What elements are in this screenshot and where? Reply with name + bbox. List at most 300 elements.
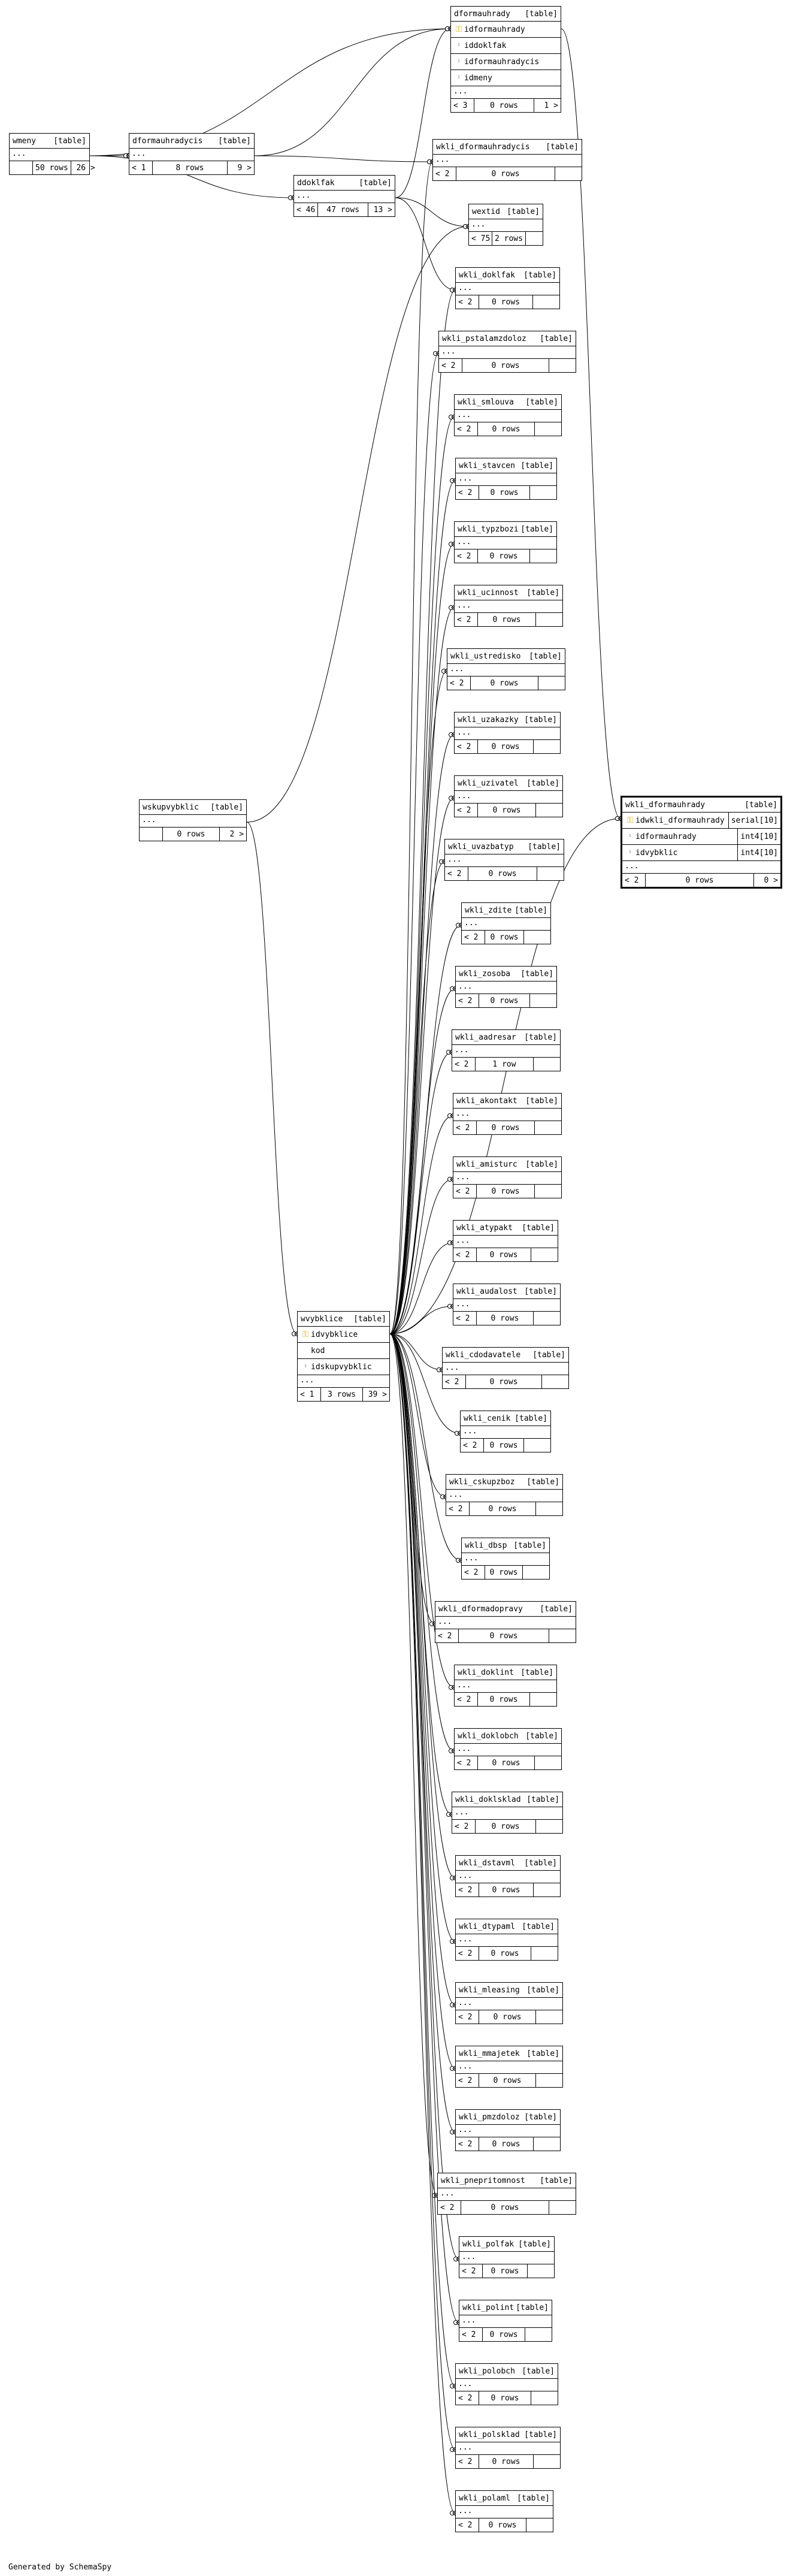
row-count: 0 rows — [163, 828, 220, 841]
table-name[interactable]: wkli_ustredisko — [450, 651, 521, 661]
row-count: 0 rows — [479, 1883, 534, 1896]
column-name[interactable]: idmeny — [464, 73, 492, 83]
child-count[interactable] — [530, 486, 556, 499]
column-row[interactable] — [298, 1327, 389, 1343]
table-wkli-polfak[interactable] — [459, 2236, 555, 2278]
table-footer — [447, 677, 565, 690]
table-name[interactable]: wkli_cenik — [464, 1414, 511, 1423]
crowfoot-marker — [456, 923, 461, 928]
table-footer — [438, 2201, 576, 2214]
child-count[interactable] — [531, 2391, 558, 2405]
table-name[interactable]: wkli_doklint — [458, 1668, 514, 1677]
table-header[interactable] — [456, 458, 556, 473]
parent-count[interactable]: < 2 — [455, 804, 478, 817]
crowfoot-marker — [450, 2448, 455, 2452]
table-header[interactable] — [469, 204, 543, 219]
table-wkli-doklfak[interactable] — [455, 267, 560, 309]
table-header[interactable] — [455, 1665, 556, 1680]
table-name[interactable]: wkli_uvazbatyp — [448, 842, 514, 851]
more-columns-ellipsis: ... — [456, 982, 556, 994]
child-count[interactable] — [524, 931, 550, 944]
more-columns-ellipsis: ... — [294, 191, 395, 203]
table-name[interactable]: wkli_doklsklad — [455, 1795, 521, 1804]
table-header[interactable] — [455, 1729, 561, 1744]
table-header[interactable] — [455, 395, 561, 410]
child-count[interactable] — [536, 1502, 562, 1515]
parent-count[interactable]: < 2 — [455, 549, 478, 563]
parent-count[interactable]: < 1 — [129, 161, 153, 174]
table-tag: [table] — [524, 715, 557, 724]
column-row[interactable] — [622, 845, 780, 861]
column-name[interactable]: kod — [311, 1346, 325, 1355]
table-header[interactable] — [438, 2173, 576, 2188]
column-name[interactable]: idformauhrady — [464, 25, 525, 34]
more-columns-ellipsis: ... — [456, 1998, 562, 2010]
table-wskupvybklic[interactable] — [139, 799, 247, 841]
child-count[interactable] — [533, 295, 559, 309]
table-tag: [table] — [525, 1096, 558, 1106]
table-header[interactable] — [433, 140, 582, 155]
more-columns-ellipsis: ... — [439, 346, 576, 359]
table-wkli-uvazbatyp[interactable] — [444, 839, 564, 881]
table-name[interactable]: wkli_doklfak — [459, 270, 515, 280]
table-wkli-akontakt[interactable] — [453, 1093, 562, 1135]
table-wkli-cdodavatele[interactable] — [442, 1347, 569, 1389]
table-header[interactable] — [451, 7, 561, 22]
table-header[interactable] — [462, 903, 550, 918]
table-header[interactable] — [455, 522, 556, 537]
table-wkli-atypakt[interactable] — [453, 1220, 558, 1262]
table-tag: [table] — [520, 969, 553, 979]
child-count[interactable] — [524, 1439, 550, 1452]
column-name[interactable]: idformauhrady — [635, 832, 697, 841]
table-wkli-audalost[interactable] — [453, 1284, 561, 1325]
row-count: 0 rows — [479, 2010, 536, 2024]
child-count[interactable] — [534, 1058, 560, 1071]
table-header[interactable] — [298, 1312, 389, 1327]
parent-count[interactable]: < 2 — [456, 2010, 479, 2024]
parent-count[interactable]: < 2 — [446, 1502, 470, 1515]
table-name[interactable]: wextid — [472, 207, 500, 216]
parent-count[interactable]: < 2 — [445, 867, 468, 880]
crowfoot-marker — [449, 796, 453, 801]
column-name[interactable]: idwkli_dformauhrady — [635, 816, 725, 825]
table-header[interactable] — [456, 2110, 560, 2125]
table-name[interactable]: wkli_mmajetek — [459, 2049, 520, 2058]
table-name[interactable]: wkli_ucinnost — [458, 588, 519, 597]
table-name[interactable]: wkli_dbsp — [465, 1541, 507, 1550]
child-count[interactable] — [549, 359, 576, 372]
table-footer — [622, 874, 780, 887]
more-columns-ellipsis: ... — [455, 727, 560, 740]
more-columns-ellipsis: ... — [456, 1871, 560, 1883]
table-wvybklice[interactable] — [297, 1311, 390, 1402]
table-header[interactable] — [10, 134, 89, 149]
table-header[interactable] — [462, 1538, 549, 1553]
table-tag: [table] — [518, 2239, 551, 2249]
child-count[interactable] — [549, 2201, 576, 2214]
table-name[interactable]: wkli_aadresar — [455, 1032, 516, 1042]
table-wkli-dformauhrady[interactable] — [621, 796, 782, 889]
table-wkli-cenik[interactable] — [460, 1411, 551, 1452]
parent-count[interactable]: < 2 — [456, 486, 479, 499]
table-name[interactable]: wkli_uzakazky — [458, 715, 519, 724]
table-wkli-dtypaml[interactable] — [455, 1919, 558, 1961]
table-name[interactable]: wkli_dtypaml — [459, 1922, 515, 1931]
more-columns-ellipsis: ... — [455, 791, 562, 804]
table-wkli-doklobch[interactable] — [454, 1728, 562, 1770]
parent-count[interactable]: < 3 — [451, 99, 474, 112]
parent-count[interactable]: < 2 — [462, 931, 485, 944]
table-wkli-dformauhradycis[interactable] — [432, 139, 582, 181]
column-row[interactable] — [622, 829, 780, 845]
more-columns-ellipsis: ... — [298, 1375, 389, 1388]
table-dformauhradycis[interactable] — [129, 133, 255, 175]
parent-count[interactable]: < 2 — [438, 2201, 461, 2214]
child-count[interactable] — [536, 613, 562, 626]
column-name[interactable]: iddoklfak — [464, 41, 507, 50]
crowfoot-marker — [447, 1813, 451, 1817]
parent-count[interactable]: < 75 — [469, 232, 492, 245]
table-header[interactable] — [456, 2046, 562, 2061]
table-name[interactable]: wkli_smlouva — [458, 397, 514, 407]
table-name[interactable]: dformauhrady — [454, 9, 510, 19]
child-count[interactable] — [530, 1693, 556, 1706]
table-name[interactable]: wmeny — [13, 136, 37, 146]
table-wkli-pmzdoloz[interactable] — [455, 2109, 561, 2151]
table-name[interactable]: wkli_dformauhrady — [625, 800, 706, 810]
parent-count[interactable]: < 1 — [298, 1388, 321, 1401]
child-count[interactable] — [555, 167, 582, 180]
more-columns-ellipsis: ... — [455, 1680, 556, 1693]
child-count[interactable] — [536, 2010, 562, 2024]
table-tag: [table] — [53, 136, 86, 146]
table-name[interactable]: wkli_polaml — [459, 2493, 511, 2503]
table-wkli-typzbozi[interactable] — [454, 521, 557, 563]
parent-count[interactable]: < 2 — [453, 1121, 477, 1134]
child-count[interactable] — [528, 2264, 554, 2278]
table-header[interactable] — [455, 712, 560, 727]
parent-count[interactable]: < 2 — [455, 1756, 478, 1769]
table-wkli-uzivatel[interactable] — [454, 775, 563, 817]
crowfoot-marker — [450, 479, 455, 483]
table-header[interactable] — [456, 1983, 562, 1998]
child-count[interactable] — [525, 2328, 552, 2341]
parent-count[interactable]: < 2 — [456, 2137, 479, 2151]
table-header[interactable] — [445, 839, 564, 854]
parent-count[interactable]: < 2 — [456, 2074, 479, 2087]
primary-key-icon: ⚿ — [302, 1330, 309, 1339]
parent-count[interactable]: < 2 — [453, 1312, 477, 1325]
table-name[interactable]: wkli_pstalamzdoloz — [442, 334, 526, 343]
row-count: 0 rows — [477, 1185, 535, 1198]
child-count[interactable] — [526, 232, 552, 245]
child-count[interactable]: 13 > — [373, 205, 392, 215]
table-header[interactable] — [435, 1602, 576, 1617]
parent-count[interactable]: < 2 — [456, 2518, 479, 2532]
more-columns-ellipsis: ... — [140, 815, 246, 828]
table-name[interactable]: wkli_stavcen — [459, 461, 515, 470]
table-header[interactable] — [461, 1411, 550, 1426]
table-name[interactable]: wskupvybklic — [143, 802, 199, 812]
table-header[interactable] — [294, 176, 395, 191]
child-count[interactable]: 39 > — [368, 1390, 387, 1399]
column-name[interactable]: idformauhradycis — [464, 57, 540, 67]
table-name[interactable]: wkli_cdodavatele — [446, 1350, 521, 1360]
table-header[interactable] — [452, 1030, 560, 1045]
child-count[interactable] — [531, 1248, 558, 1261]
table-header[interactable] — [455, 776, 562, 791]
table-wkli-polaml[interactable] — [455, 2490, 553, 2532]
table-header[interactable] — [447, 649, 565, 664]
parent-count[interactable]: < 2 — [461, 1439, 484, 1452]
table-name[interactable]: dformauhradycis — [132, 136, 203, 146]
table-name[interactable]: wkli_pmzdoloz — [459, 2112, 520, 2122]
column-name[interactable]: idvybklice — [311, 1330, 358, 1339]
table-name[interactable]: wkli_polsklad — [459, 2430, 520, 2439]
column-row[interactable] — [451, 38, 561, 54]
table-tag: [table] — [520, 524, 553, 534]
parent-count[interactable]: < 2 — [455, 422, 478, 436]
table-header[interactable] — [456, 268, 559, 283]
crowfoot-marker — [464, 225, 468, 229]
table-header[interactable] — [129, 134, 254, 149]
column-name[interactable]: idvybklic — [635, 848, 678, 857]
child-count[interactable]: 1 > — [544, 101, 558, 110]
table-header[interactable] — [456, 2491, 553, 2506]
relationship-edge — [390, 862, 444, 1334]
table-wkli-amisturc[interactable] — [453, 1156, 562, 1198]
table-header[interactable] — [456, 2364, 558, 2379]
parent-count[interactable]: < 46 — [294, 203, 318, 216]
table-name[interactable]: wkli_polint — [462, 2303, 514, 2312]
table-name[interactable]: wkli_zdite — [465, 905, 512, 915]
table-header[interactable] — [453, 1157, 561, 1172]
table-wkli-mleasing[interactable] — [455, 1982, 563, 2024]
table-wkli-polobch[interactable] — [455, 2363, 558, 2405]
child-count[interactable] — [535, 1121, 561, 1134]
table-name[interactable]: wkli_dstavml — [459, 1858, 515, 1868]
table-name[interactable]: wkli_pnepritomnost — [441, 2176, 525, 2185]
parent-count[interactable]: < 2 — [433, 167, 456, 180]
child-count[interactable]: 9 > — [237, 163, 252, 173]
child-count[interactable] — [535, 422, 561, 436]
crowfoot-marker — [448, 1304, 452, 1309]
parent-count[interactable]: < 2 — [453, 1248, 477, 1261]
table-header[interactable] — [453, 1221, 558, 1236]
table-wmeny[interactable] — [9, 133, 95, 175]
foreign-key-icon: ¹ — [303, 1363, 308, 1371]
table-wkli-zdite[interactable] — [461, 902, 551, 944]
table-tag: [table] — [513, 1541, 546, 1550]
table-wkli-pstalamzdoloz[interactable] — [438, 331, 576, 373]
child-count[interactable] — [526, 2518, 553, 2532]
parent-count[interactable]: < 2 — [456, 1947, 479, 1960]
child-count[interactable] — [534, 1883, 560, 1896]
table-wkli-doklsklad[interactable] — [452, 1792, 563, 1834]
table-wkli-doklint[interactable] — [454, 1665, 557, 1707]
child-count[interactable] — [535, 1185, 561, 1198]
table-name[interactable]: wvybklice — [301, 1314, 343, 1324]
parent-count[interactable]: < 2 — [622, 874, 646, 887]
table-wkli-cskupzboz[interactable] — [446, 1474, 563, 1516]
parent-count[interactable]: < 2 — [459, 2264, 483, 2278]
parent-count[interactable]: < 2 — [443, 1375, 466, 1388]
table-header[interactable] — [453, 1284, 560, 1299]
table-name[interactable]: wkli_uzivatel — [458, 778, 519, 788]
child-count[interactable] — [535, 1756, 561, 1769]
relationship-edge — [390, 1306, 453, 1334]
more-columns-ellipsis: ... — [456, 2125, 560, 2137]
child-count[interactable] — [549, 1629, 576, 1642]
table-tag: [table] — [520, 1668, 553, 1677]
table-header[interactable] — [446, 1475, 562, 1490]
child-count[interactable] — [536, 1820, 562, 1833]
table-wkli-mmajetek[interactable] — [455, 2046, 563, 2088]
row-count: 50 rows — [33, 161, 71, 174]
column-row[interactable] — [451, 54, 561, 70]
more-columns-ellipsis: ... — [456, 2061, 562, 2074]
table-wextid[interactable] — [468, 204, 543, 246]
table-header[interactable] — [459, 2300, 552, 2315]
parent-count[interactable]: < 2 — [452, 1058, 476, 1071]
child-count[interactable] — [534, 740, 560, 753]
table-name[interactable]: wkli_atypakt — [456, 1223, 513, 1233]
child-count[interactable]: 2 > — [229, 829, 244, 839]
parent-count[interactable]: < 2 — [456, 2391, 479, 2405]
table-footer — [451, 99, 561, 112]
crowfoot-marker — [464, 225, 468, 229]
table-header[interactable] — [456, 1919, 558, 1934]
column-row[interactable] — [298, 1359, 389, 1375]
table-name[interactable]: wkli_zosoba — [459, 969, 511, 979]
table-header[interactable] — [439, 331, 576, 346]
row-count: 0 rows — [485, 931, 524, 944]
parent-count[interactable]: < 2 — [456, 994, 479, 1007]
table-name[interactable]: wkli_typzbozi — [458, 524, 519, 534]
table-footer — [456, 2391, 558, 2405]
child-count[interactable] — [530, 994, 556, 1007]
parent-count[interactable]: < 2 — [447, 677, 471, 690]
table-header[interactable] — [140, 800, 246, 815]
table-dformauhrady[interactable] — [450, 6, 561, 113]
table-name[interactable]: ddoklfak — [297, 178, 335, 188]
parent-count[interactable]: < 2 — [439, 359, 462, 372]
table-header[interactable] — [453, 1094, 561, 1109]
table-header[interactable] — [622, 798, 780, 813]
table-name[interactable]: wkli_polfak — [462, 2239, 514, 2249]
table-footer — [445, 867, 564, 880]
table-ddoklfak[interactable] — [293, 175, 395, 217]
parent-count[interactable]: < 2 — [455, 613, 478, 626]
child-count[interactable] — [534, 2455, 560, 2468]
parent-count[interactable] — [140, 828, 163, 841]
column-row[interactable] — [622, 813, 780, 829]
child-count[interactable] — [531, 1947, 558, 1960]
table-name[interactable]: wkli_cskupzboz — [449, 1477, 515, 1487]
parent-count[interactable]: < 2 — [456, 1883, 479, 1896]
row-count: 0 rows — [470, 1502, 536, 1515]
table-name[interactable]: wkli_mleasing — [459, 1985, 520, 1995]
child-count[interactable] — [530, 549, 556, 563]
more-columns-ellipsis: ... — [456, 2506, 553, 2518]
more-columns-ellipsis: ... — [10, 149, 89, 161]
table-tag: [table] — [210, 802, 243, 812]
table-header[interactable] — [452, 1792, 562, 1807]
parent-count[interactable]: < 2 — [456, 295, 479, 309]
table-wkli-ucinnost[interactable] — [454, 585, 563, 627]
child-count[interactable]: 0 > — [764, 875, 778, 885]
child-count[interactable] — [536, 804, 562, 817]
parent-count[interactable] — [10, 161, 33, 174]
parent-count[interactable]: < 2 — [455, 740, 478, 753]
parent-count[interactable]: < 2 — [453, 1185, 477, 1198]
table-name[interactable]: wkli_audalost — [456, 1287, 517, 1296]
parent-count[interactable]: < 2 — [435, 1629, 459, 1642]
column-name[interactable]: idskupvybklic — [311, 1362, 372, 1372]
parent-count[interactable]: < 2 — [459, 2328, 483, 2341]
parent-count[interactable]: < 2 — [462, 1566, 485, 1579]
table-wkli-zosoba[interactable] — [455, 966, 557, 1008]
table-name[interactable]: wkli_dformadopravy — [438, 1604, 523, 1614]
table-wkli-ustredisko[interactable] — [447, 648, 565, 690]
table-header[interactable] — [455, 585, 562, 600]
parent-count[interactable]: < 2 — [452, 1820, 476, 1833]
more-columns-ellipsis: ... — [452, 1045, 560, 1058]
table-name[interactable]: wkli_amisturc — [456, 1159, 517, 1169]
table-wkli-aadresar[interactable] — [452, 1029, 561, 1071]
relationship-edge — [390, 1116, 453, 1334]
relationship-edge — [390, 671, 447, 1334]
table-wkli-pnepritomnost[interactable] — [437, 2173, 576, 2215]
column-row[interactable] — [451, 22, 561, 38]
table-header[interactable] — [456, 967, 556, 982]
table-wkli-dformadopravy[interactable] — [435, 1601, 576, 1643]
table-wkli-polsklad[interactable] — [455, 2427, 561, 2469]
column-row[interactable] — [451, 70, 561, 86]
child-count[interactable] — [536, 2074, 562, 2087]
table-header[interactable] — [443, 1348, 568, 1363]
table-wkli-stavcen[interactable] — [455, 458, 557, 500]
table-header[interactable] — [459, 2237, 554, 2252]
child-count[interactable]: 26 > — [76, 163, 95, 173]
parent-count[interactable]: < 2 — [455, 1693, 478, 1706]
crowfoot-marker — [449, 542, 453, 546]
relationship-edge — [395, 198, 468, 227]
parent-count[interactable]: < 2 — [456, 2455, 479, 2468]
child-count[interactable] — [537, 867, 564, 880]
child-count[interactable] — [534, 2137, 560, 2151]
relationship-edge — [390, 1334, 435, 1624]
table-name[interactable]: wkli_akontakt — [456, 1096, 517, 1106]
child-count[interactable] — [523, 1566, 549, 1579]
table-wkli-dstavml[interactable] — [455, 1855, 561, 1897]
table-wkli-smlouva[interactable] — [454, 394, 562, 436]
table-header[interactable] — [456, 1856, 560, 1871]
table-name[interactable]: wkli_dformauhradycis — [436, 142, 530, 152]
child-count[interactable] — [538, 677, 565, 690]
child-count[interactable] — [534, 1312, 560, 1325]
column-row[interactable] — [298, 1343, 389, 1359]
child-count[interactable] — [542, 1375, 568, 1388]
table-footer — [439, 359, 576, 372]
table-wkli-dbsp[interactable] — [461, 1538, 550, 1580]
table-header[interactable] — [456, 2427, 560, 2442]
table-name[interactable]: wkli_polobch — [459, 2366, 515, 2376]
table-wkli-uzakazky[interactable] — [454, 712, 561, 754]
table-wkli-polint[interactable] — [459, 2300, 552, 2342]
table-name[interactable]: wkli_doklobch — [458, 1731, 519, 1741]
